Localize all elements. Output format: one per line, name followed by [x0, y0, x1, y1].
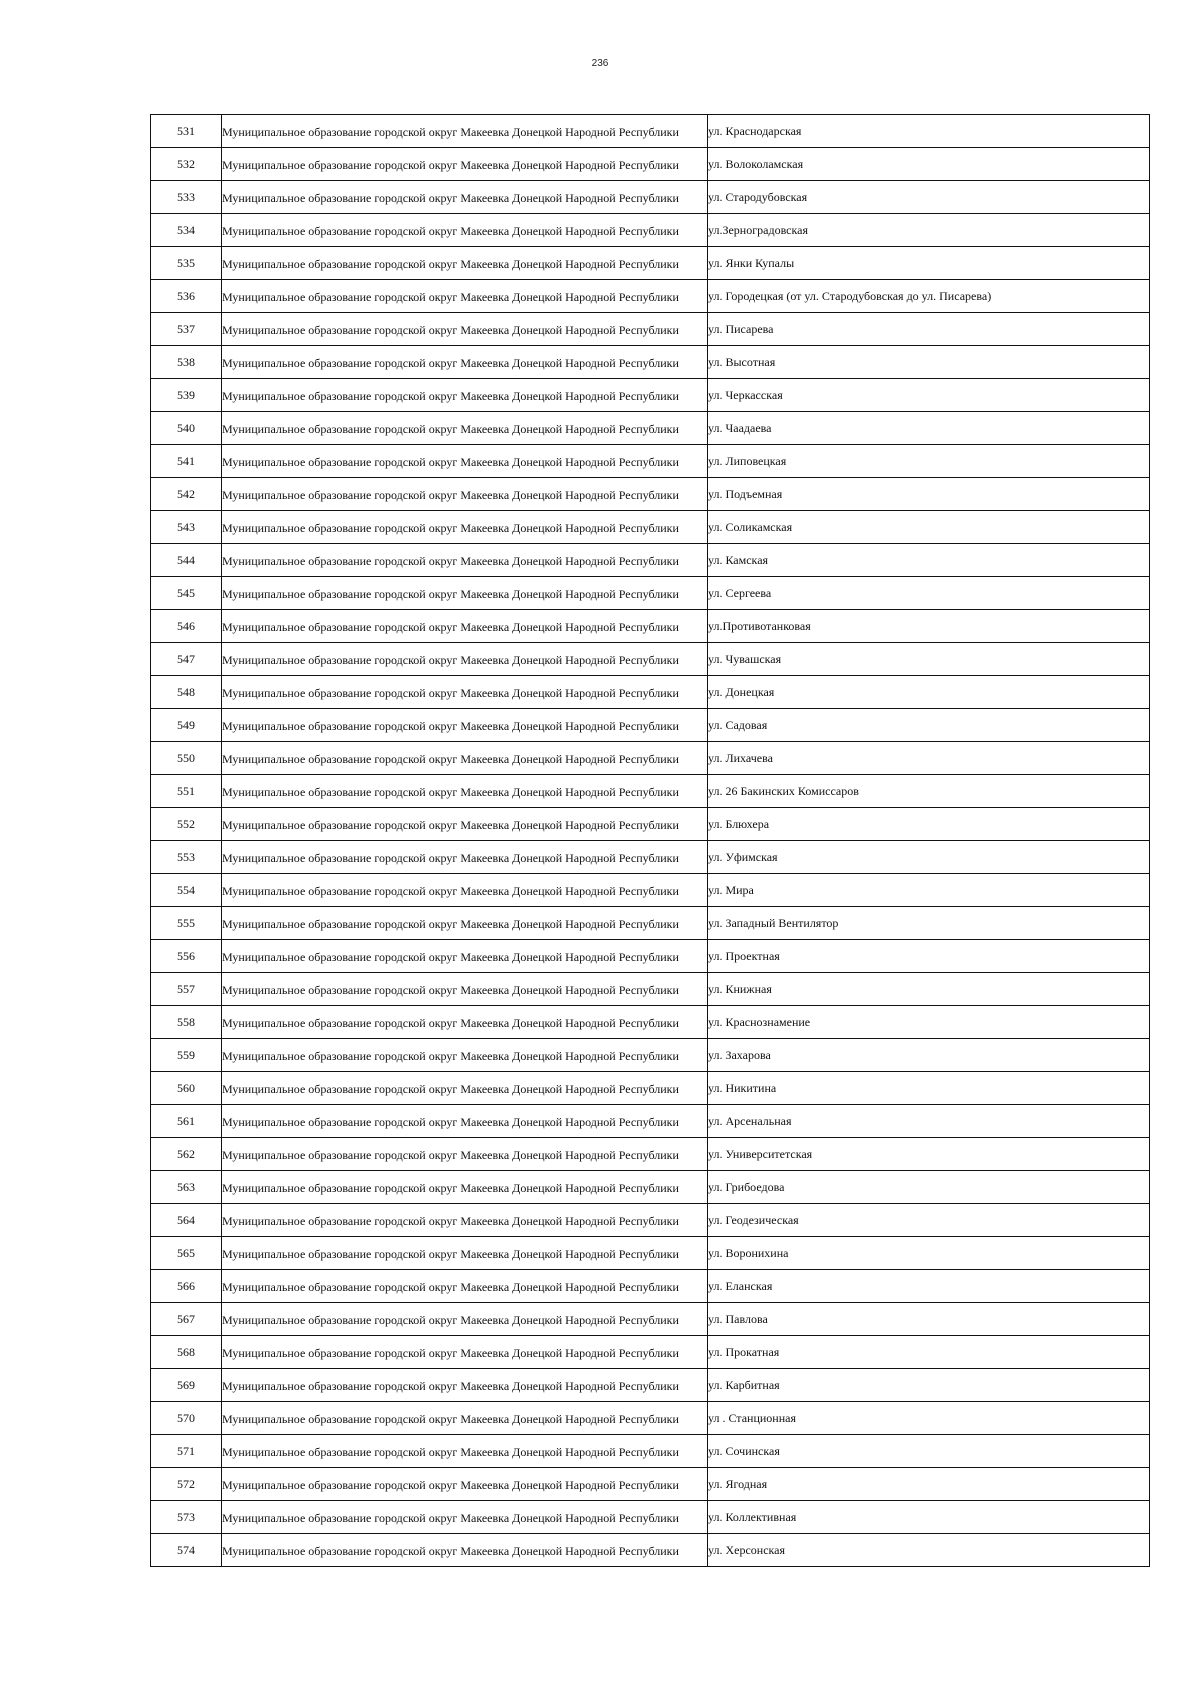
row-number: 560: [151, 1072, 222, 1105]
municipality-cell: [222, 676, 708, 709]
row-number: 574: [151, 1534, 222, 1567]
municipality-cell: [222, 1072, 708, 1105]
table-row: [151, 445, 1150, 478]
row-number: 533: [151, 181, 222, 214]
table-row: [151, 1336, 1150, 1369]
municipality-cell: [222, 247, 708, 280]
municipality-name: Муниципальное образование городской округ Макеевка Донецкой Народной Республики: [222, 1015, 679, 1030]
street-name: ул. 26 Бакинских Комиссаров: [708, 775, 1150, 808]
table-row: [151, 379, 1150, 412]
table-row: [151, 1270, 1150, 1303]
municipality-name: Муниципальное образование городской округ Макеевка Донецкой Народной Республики: [222, 883, 679, 898]
municipality-cell: [222, 610, 708, 643]
municipality-cell: [222, 1435, 708, 1468]
municipality-name: Муниципальное образование городской округ Макеевка Донецкой Народной Республики: [222, 421, 679, 436]
table-row: [151, 1369, 1150, 1402]
street-name: ул. Соликамская: [708, 511, 1150, 544]
street-name: ул. Краснознамение: [708, 1006, 1150, 1039]
municipality-cell: [222, 907, 708, 940]
municipality-cell: [222, 346, 708, 379]
municipality-cell: [222, 1369, 708, 1402]
street-name: ул. Камская: [708, 544, 1150, 577]
municipality-name: Муниципальное образование городской округ Макеевка Донецкой Народной Республики: [222, 982, 679, 997]
row-number: 535: [151, 247, 222, 280]
municipality-name: Муниципальное образование городской округ Макеевка Донецкой Народной Республики: [222, 916, 679, 931]
street-name: ул. Черкасская: [708, 379, 1150, 412]
municipality-name: Муниципальное образование городской округ Макеевка Донецкой Народной Республики: [222, 1444, 679, 1459]
municipality-cell: [222, 808, 708, 841]
street-name: ул. Донецкая: [708, 676, 1150, 709]
street-name: ул. Сергеева: [708, 577, 1150, 610]
street-name: ул. Павлова: [708, 1303, 1150, 1336]
municipality-name: Муниципальное образование городской округ Макеевка Донецкой Народной Республики: [222, 1411, 679, 1426]
row-number: 554: [151, 874, 222, 907]
row-number: 557: [151, 973, 222, 1006]
municipality-name: Муниципальное образование городской округ Макеевка Донецкой Народной Республики: [222, 1180, 679, 1195]
row-number: 543: [151, 511, 222, 544]
street-name: ул. Сочинская: [708, 1435, 1150, 1468]
street-name: ул. Волоколамская: [708, 148, 1150, 181]
municipality-cell: [222, 1402, 708, 1435]
municipality-name: Муниципальное образование городской округ Макеевка Донецкой Народной Республики: [222, 190, 679, 205]
street-name: ул. Лихачева: [708, 742, 1150, 775]
municipality-name: Муниципальное образование городской округ Макеевка Донецкой Народной Республики: [222, 586, 679, 601]
municipality-name: Муниципальное образование городской округ Макеевка Донецкой Народной Республики: [222, 1345, 679, 1360]
municipality-cell: [222, 643, 708, 676]
street-name: ул. Захарова: [708, 1039, 1150, 1072]
row-number: 547: [151, 643, 222, 676]
row-number: 566: [151, 1270, 222, 1303]
municipality-name: Муниципальное образование городской округ Макеевка Донецкой Народной Республики: [222, 256, 679, 271]
table-row: [151, 1039, 1150, 1072]
street-name: ул. Прокатная: [708, 1336, 1150, 1369]
municipality-cell: [222, 214, 708, 247]
table-row: [151, 1072, 1150, 1105]
street-name: ул. Чаадаева: [708, 412, 1150, 445]
municipality-cell: [222, 115, 708, 148]
municipality-name: Муниципальное образование городской округ Макеевка Донецкой Народной Республики: [222, 751, 679, 766]
street-name: ул. Уфимская: [708, 841, 1150, 874]
municipality-name: Муниципальное образование городской округ Макеевка Донецкой Народной Республики: [222, 619, 679, 634]
table-row: [151, 1501, 1150, 1534]
street-name: ул. Арсенальная: [708, 1105, 1150, 1138]
municipality-cell: [222, 1171, 708, 1204]
street-name: ул. Геодезическая: [708, 1204, 1150, 1237]
table-row: [151, 115, 1150, 148]
municipality-cell: [222, 742, 708, 775]
street-name: ул. Янки Купалы: [708, 247, 1150, 280]
table-row: [151, 643, 1150, 676]
table-row: [151, 1534, 1150, 1567]
municipality-cell: [222, 1270, 708, 1303]
table-row: [151, 1138, 1150, 1171]
row-number: 570: [151, 1402, 222, 1435]
row-number: 572: [151, 1468, 222, 1501]
row-number: 556: [151, 940, 222, 973]
row-number: 561: [151, 1105, 222, 1138]
street-name: ул. Еланская: [708, 1270, 1150, 1303]
street-name: ул. Ягодная: [708, 1468, 1150, 1501]
row-number: 532: [151, 148, 222, 181]
street-name: ул. Грибоедова: [708, 1171, 1150, 1204]
municipality-cell: [222, 940, 708, 973]
street-name: ул. Проектная: [708, 940, 1150, 973]
street-name: ул. Воронихина: [708, 1237, 1150, 1270]
street-name: ул.Противотанковая: [708, 610, 1150, 643]
municipality-cell: [222, 577, 708, 610]
row-number: 540: [151, 412, 222, 445]
table-row: [151, 577, 1150, 610]
row-number: 552: [151, 808, 222, 841]
table-row: [151, 973, 1150, 1006]
table-row: [151, 1171, 1150, 1204]
municipality-name: Муниципальное образование городской округ Макеевка Донецкой Народной Республики: [222, 1510, 679, 1525]
row-number: 545: [151, 577, 222, 610]
table-row: [151, 214, 1150, 247]
municipality-name: Муниципальное образование городской округ Макеевка Донецкой Народной Республики: [222, 124, 679, 139]
table-row: [151, 478, 1150, 511]
table-row: [151, 940, 1150, 973]
municipality-name: Муниципальное образование городской округ Макеевка Донецкой Народной Республики: [222, 1378, 679, 1393]
street-name: ул. Коллективная: [708, 1501, 1150, 1534]
table-row: [151, 874, 1150, 907]
street-name: ул. Книжная: [708, 973, 1150, 1006]
municipality-name: Муниципальное образование городской округ Макеевка Донецкой Народной Республики: [222, 949, 679, 964]
municipality-name: Муниципальное образование городской округ Макеевка Донецкой Народной Республики: [222, 1147, 679, 1162]
row-number: 553: [151, 841, 222, 874]
street-name: ул. Карбитная: [708, 1369, 1150, 1402]
row-number: 534: [151, 214, 222, 247]
table-row: [151, 280, 1150, 313]
street-name: ул. Чувашская: [708, 643, 1150, 676]
municipality-cell: [222, 709, 708, 742]
street-name: ул. Липовецкая: [708, 445, 1150, 478]
municipality-name: Муниципальное образование городской округ Макеевка Донецкой Народной Республики: [222, 355, 679, 370]
table-row: [151, 676, 1150, 709]
municipality-name: Муниципальное образование городской округ Макеевка Донецкой Народной Республики: [222, 1477, 679, 1492]
municipality-cell: [222, 1204, 708, 1237]
table-row: [151, 610, 1150, 643]
municipality-name: Муниципальное образование городской округ Макеевка Донецкой Народной Республики: [222, 223, 679, 238]
municipality-cell: [222, 412, 708, 445]
street-name: ул. Мира: [708, 874, 1150, 907]
row-number: 549: [151, 709, 222, 742]
row-number: 569: [151, 1369, 222, 1402]
row-number: 544: [151, 544, 222, 577]
table-row: [151, 775, 1150, 808]
municipality-name: Муниципальное образование городской округ Макеевка Донецкой Народной Республики: [222, 289, 679, 304]
municipality-name: Муниципальное образование городской округ Макеевка Донецкой Народной Республики: [222, 1114, 679, 1129]
row-number: 558: [151, 1006, 222, 1039]
municipality-name: Муниципальное образование городской округ Макеевка Донецкой Народной Республики: [222, 520, 679, 535]
row-number: 563: [151, 1171, 222, 1204]
municipality-name: Муниципальное образование городской округ Макеевка Донецкой Народной Республики: [222, 322, 679, 337]
row-number: 548: [151, 676, 222, 709]
street-name: ул. Писарева: [708, 313, 1150, 346]
municipality-cell: [222, 511, 708, 544]
table-row: [151, 907, 1150, 940]
table-body: [151, 115, 1150, 1567]
row-number: 539: [151, 379, 222, 412]
row-number: 541: [151, 445, 222, 478]
table-row: [151, 181, 1150, 214]
street-name: ул. Городецкая (от ул. Стародубовская до ул. Писарева): [708, 280, 1150, 313]
municipality-cell: [222, 973, 708, 1006]
municipality-cell: [222, 1501, 708, 1534]
row-number: 537: [151, 313, 222, 346]
municipality-cell: [222, 1468, 708, 1501]
table-row: [151, 412, 1150, 445]
table-row: [151, 544, 1150, 577]
street-name: ул. Никитина: [708, 1072, 1150, 1105]
municipality-name: Муниципальное образование городской округ Макеевка Донецкой Народной Республики: [222, 718, 679, 733]
municipality-cell: [222, 445, 708, 478]
municipality-name: Муниципальное образование городской округ Макеевка Донецкой Народной Республики: [222, 1048, 679, 1063]
street-name: ул. Херсонская: [708, 1534, 1150, 1567]
municipality-cell: [222, 148, 708, 181]
municipality-name: Муниципальное образование городской округ Макеевка Донецкой Народной Республики: [222, 157, 679, 172]
street-name: ул. Подъемная: [708, 478, 1150, 511]
row-number: 573: [151, 1501, 222, 1534]
municipality-name: Муниципальное образование городской округ Макеевка Донецкой Народной Республики: [222, 454, 679, 469]
street-name: ул. Стародубовская: [708, 181, 1150, 214]
row-number: 565: [151, 1237, 222, 1270]
municipality-cell: [222, 1303, 708, 1336]
municipality-cell: [222, 1105, 708, 1138]
street-name: ул. Университетская: [708, 1138, 1150, 1171]
table-row: [151, 1402, 1150, 1435]
municipality-name: Муниципальное образование городской округ Макеевка Донецкой Народной Республики: [222, 553, 679, 568]
row-number: 562: [151, 1138, 222, 1171]
municipality-cell: [222, 841, 708, 874]
table-row: [151, 511, 1150, 544]
table-row: [151, 1435, 1150, 1468]
municipality-cell: [222, 1336, 708, 1369]
municipality-name: Муниципальное образование городской округ Макеевка Донецкой Народной Республики: [222, 817, 679, 832]
municipality-name: Муниципальное образование городской округ Макеевка Донецкой Народной Республики: [222, 1081, 679, 1096]
row-number: 564: [151, 1204, 222, 1237]
municipality-cell: [222, 379, 708, 412]
row-number: 567: [151, 1303, 222, 1336]
page-number: 236: [591, 58, 609, 69]
row-number: 555: [151, 907, 222, 940]
table-row: [151, 247, 1150, 280]
street-register-table: [150, 114, 1150, 1567]
municipality-cell: [222, 1039, 708, 1072]
municipality-name: Муниципальное образование городской округ Макеевка Донецкой Народной Республики: [222, 1246, 679, 1261]
municipality-name: Муниципальное образование городской округ Макеевка Донецкой Народной Республики: [222, 652, 679, 667]
row-number: 542: [151, 478, 222, 511]
table-row: [151, 808, 1150, 841]
table-row: [151, 1204, 1150, 1237]
street-name: ул. Западный Вентилятор: [708, 907, 1150, 940]
municipality-name: Муниципальное образование городской округ Макеевка Донецкой Народной Республики: [222, 487, 679, 502]
municipality-cell: [222, 313, 708, 346]
municipality-name: Муниципальное образование городской округ Макеевка Донецкой Народной Республики: [222, 1279, 679, 1294]
street-name: ул. Высотная: [708, 346, 1150, 379]
municipality-cell: [222, 478, 708, 511]
municipality-name: Муниципальное образование городской округ Макеевка Донецкой Народной Республики: [222, 784, 679, 799]
row-number: 536: [151, 280, 222, 313]
municipality-cell: [222, 775, 708, 808]
row-number: 568: [151, 1336, 222, 1369]
table-row: [151, 313, 1150, 346]
table-row: [151, 346, 1150, 379]
row-number: 571: [151, 1435, 222, 1468]
municipality-cell: [222, 181, 708, 214]
municipality-name: Муниципальное образование городской округ Макеевка Донецкой Народной Республики: [222, 388, 679, 403]
municipality-name: Муниципальное образование городской округ Макеевка Донецкой Народной Республики: [222, 1312, 679, 1327]
municipality-name: Муниципальное образование городской округ Макеевка Донецкой Народной Республики: [222, 685, 679, 700]
municipality-cell: [222, 1006, 708, 1039]
street-name: ул.Зерноградовская: [708, 214, 1150, 247]
street-name: ул. Краснодарская: [708, 115, 1150, 148]
municipality-cell: [222, 280, 708, 313]
table-row: [151, 1006, 1150, 1039]
table-row: [151, 841, 1150, 874]
row-number: 538: [151, 346, 222, 379]
table-row: [151, 1105, 1150, 1138]
table-row: [151, 148, 1150, 181]
street-name: ул . Станционная: [708, 1402, 1150, 1435]
municipality-cell: [222, 544, 708, 577]
row-number: 546: [151, 610, 222, 643]
row-number: 559: [151, 1039, 222, 1072]
table-row: [151, 709, 1150, 742]
municipality-cell: [222, 1138, 708, 1171]
table-row: [151, 1237, 1150, 1270]
street-name: ул. Садовая: [708, 709, 1150, 742]
municipality-name: Муниципальное образование городской округ Макеевка Донецкой Народной Республики: [222, 1543, 679, 1558]
row-number: 531: [151, 115, 222, 148]
municipality-cell: [222, 874, 708, 907]
street-name: ул. Блюхера: [708, 808, 1150, 841]
table-row: [151, 1468, 1150, 1501]
municipality-name: Муниципальное образование городской округ Макеевка Донецкой Народной Республики: [222, 850, 679, 865]
municipality-cell: [222, 1237, 708, 1270]
table-row: [151, 742, 1150, 775]
municipality-name: Муниципальное образование городской округ Макеевка Донецкой Народной Республики: [222, 1213, 679, 1228]
municipality-cell: [222, 1534, 708, 1567]
row-number: 551: [151, 775, 222, 808]
row-number: 550: [151, 742, 222, 775]
table-row: [151, 1303, 1150, 1336]
